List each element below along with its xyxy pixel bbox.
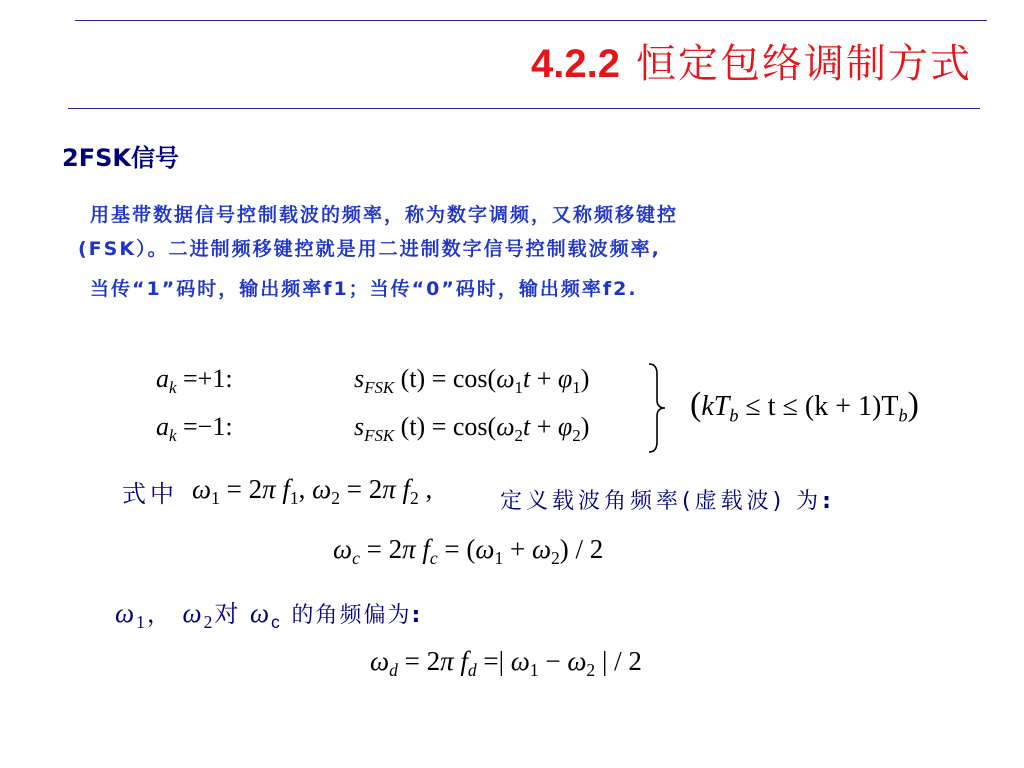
time-interval: $(kT_b \le t \le (k + 1)T_b)$: [690, 386, 919, 426]
equation-row-condition: $a_k =+1$:: [156, 364, 233, 397]
fsk-equations: [150, 358, 970, 458]
paragraph-line: 当传“1”码时，输出频率f1；当传“0”码时，输出频率f2.: [90, 278, 638, 300]
right-brace-icon: [645, 362, 669, 454]
definition-suffix: 定义载波角频率(虚载波) 为:: [500, 489, 835, 514]
frequency-deviation-equation: $\omega_d = 2\pi$ $f_d$ =| $\omega_1 - \omega_2$ | / 2: [370, 646, 642, 681]
top-rule: [75, 20, 987, 21]
equation-row-formula: $s_{FSK}$ $(t) = \cos(\omega_1t + \varphi_1)$: [354, 364, 590, 397]
title-number: 4.2.2: [531, 42, 620, 86]
equation-row-formula: $s_{FSK}$ $(t) = \cos(\omega_2t + \varphi_2)$: [354, 412, 590, 445]
equation-row-condition: $a_k =-1$:: [156, 412, 233, 445]
carrier-frequency-equation: $\omega_c = 2\pi$ $f_c = (\omega_1 + \omega_2) / 2$: [333, 534, 604, 569]
paragraph-line: (FSK）。二进制频移键控就是用二进制数字信号控制载波频率,: [78, 238, 661, 260]
offset-description: $\omega_1$， $\omega_2$对 $\omega_c$ 的角频偏为:: [115, 598, 423, 633]
title-text: 恒定包络调制方式: [636, 41, 972, 87]
section-heading: 2FSK信号: [62, 144, 179, 172]
page-title: [531, 32, 972, 89]
bottom-rule: [68, 108, 980, 109]
paragraph-line: 用基带数据信号控制载波的频率，称为数字调频，又称频移键控: [90, 204, 679, 226]
definition-prefix: 式中: [122, 480, 178, 508]
omega-definition: $\omega_1 = 2\pi$ $f_1$, $\omega_2 = 2\pi$ $f_2$ ,: [192, 474, 433, 509]
